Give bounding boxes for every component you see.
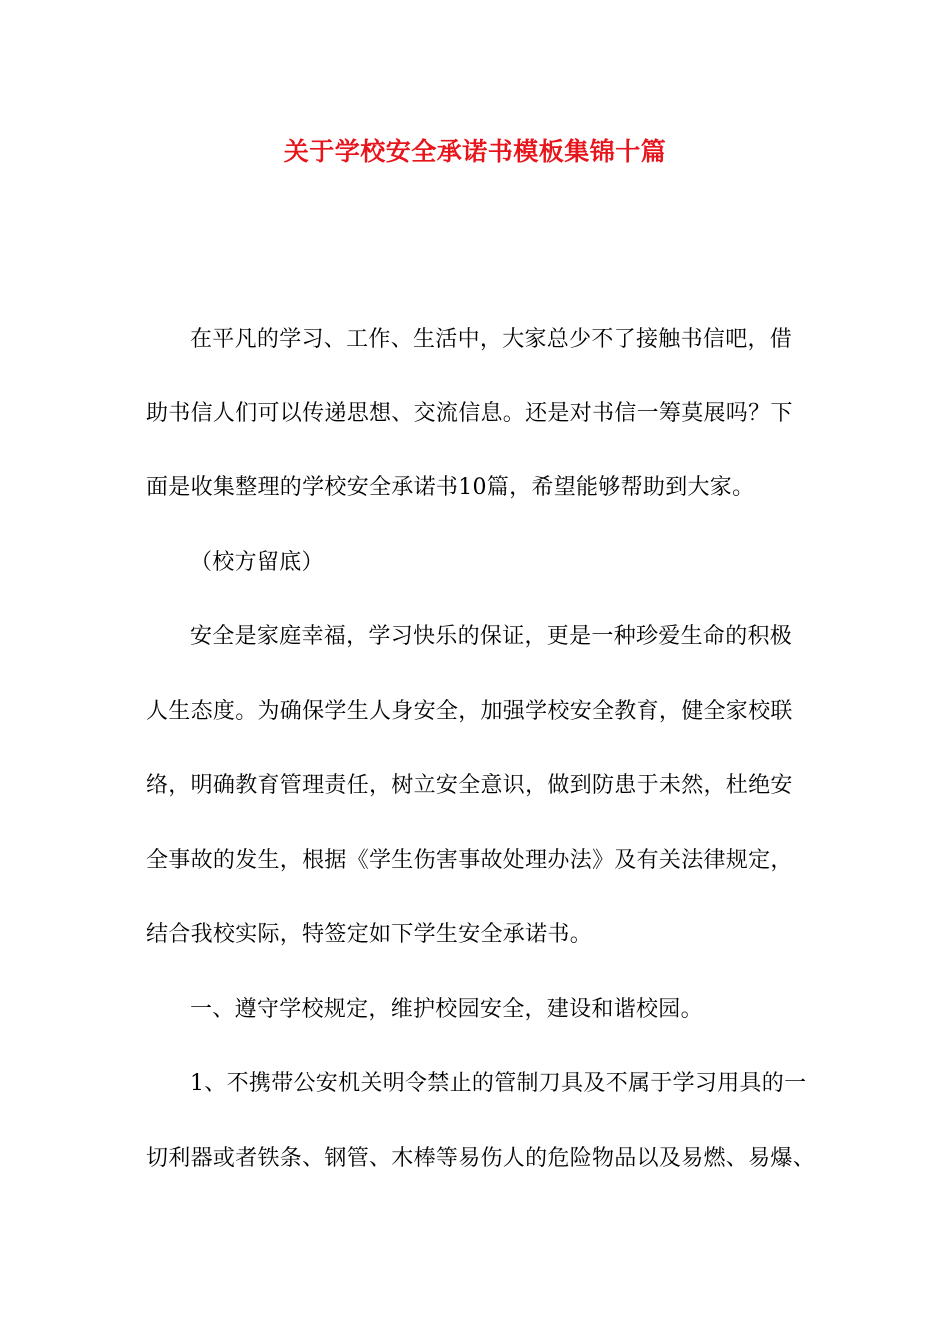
paragraph-line: 人生态度。为确保学生人身安全，加强学校安全教育，健全家校联 (146, 699, 793, 724)
paragraph-line: 一、遵守学校规定，维护校园安全，建设和谐校园。 (190, 997, 703, 1022)
paragraph-line: 切利器或者铁条、钢管、木棒等易伤人的危险物品以及易燃、易爆、 (146, 1146, 816, 1171)
paragraph-line: 安全是家庭幸福，学习快乐的保证，更是一种珍爱生命的积极 (190, 624, 793, 649)
paragraph-line: （校方留底） (190, 550, 324, 575)
document-title: 关于学校安全承诺书模板集锦十篇 (283, 137, 667, 166)
paragraph-line: 结合我校实际，特签定如下学生安全承诺书。 (146, 922, 593, 947)
paragraph-line: 1、不携带公安机关明令禁止的管制刀具及不属于学习用具的一 (190, 1071, 807, 1096)
paragraph-line: 络，明确教育管理责任，树立安全意识，做到防患于未然，杜绝安 (146, 773, 793, 798)
paragraph-line: 全事故的发生，根据《学生伤害事故处理办法》及有关法律规定， (146, 848, 793, 873)
paragraph-line: 面是收集整理的学校安全承诺书10篇，希望能够帮助到大家。 (146, 475, 755, 500)
paragraph-line: 助书信人们可以传递思想、交流信息。还是对书信一筹莫展吗？下 (146, 401, 793, 426)
paragraph-line: 在平凡的学习、工作、生活中，大家总少不了接触书信吧，借 (190, 327, 793, 352)
